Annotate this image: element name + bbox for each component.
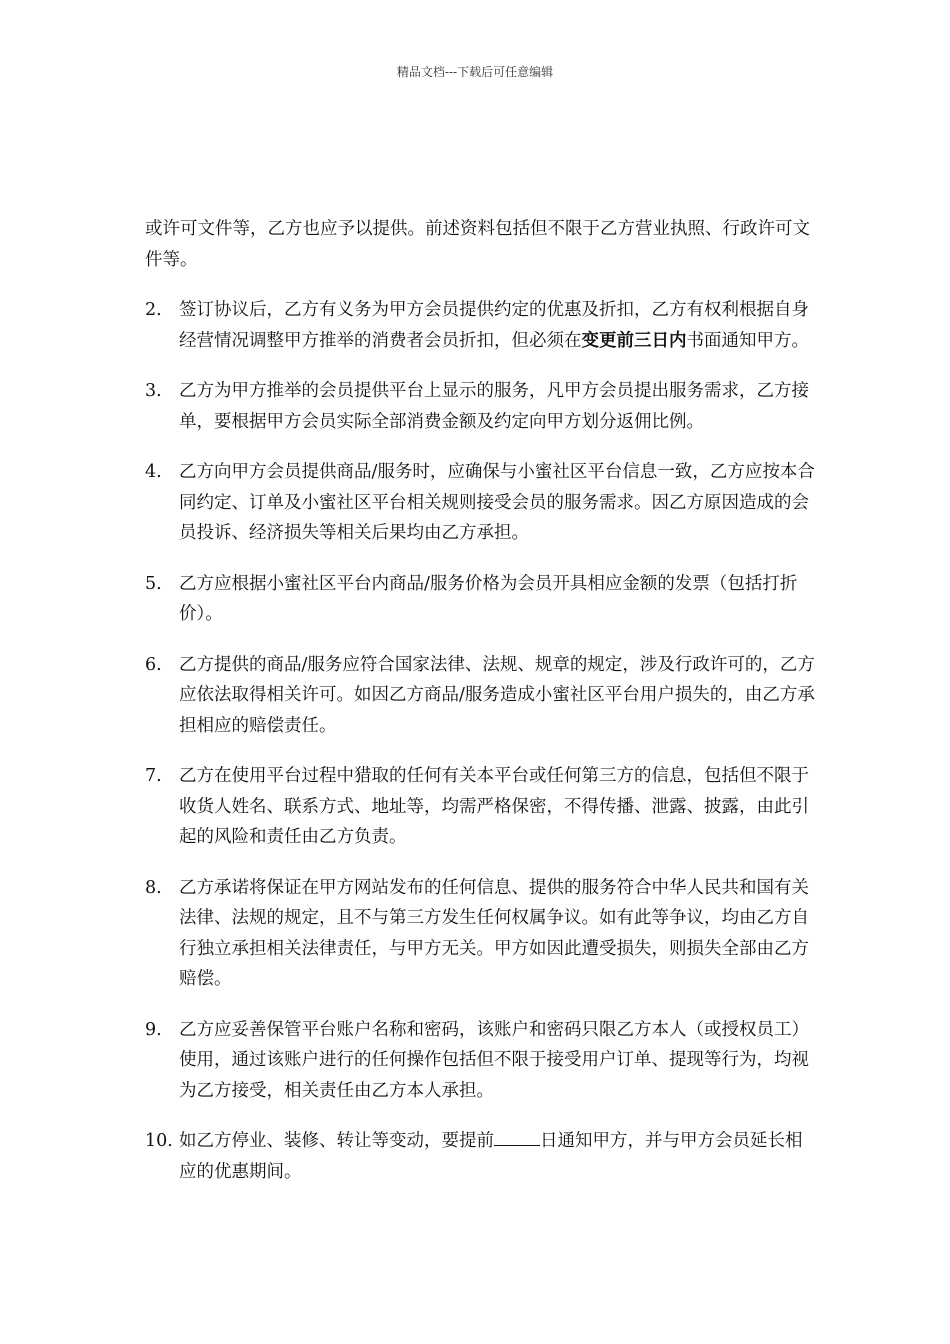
item-text: 乙方在使用平台过程中猎取的任何有关本平台或任何第三方的信息，包括但不限于收货人姓名、联系方式、地址等，均需严格保密，不得传播、泄露、披露，由此引起的风险和责任由乙方负责。 xyxy=(179,766,809,847)
document-body xyxy=(145,214,817,1207)
intro-paragraph: 或许可文件等，乙方也应予以提供。前述资料包括但不限于乙方营业执照、行政许可文件等。 xyxy=(145,219,810,270)
item-text-before: 签订协议后，乙方有义务为甲方会员提供约定的优惠及折扣，乙方有权利根据自身经营情况调整甲方推举的消费者会员折扣，但必须在 xyxy=(179,300,809,351)
item-number: 10. xyxy=(145,1131,173,1151)
item-text: 乙方应根据小蜜社区平台内商品/服务价格为会员开具相应金额的发票（包括打折价）。 xyxy=(179,573,798,624)
list-item-8 xyxy=(145,873,817,995)
list-item-7 xyxy=(145,761,817,853)
item-text: 乙方承诺将保证在甲方网站发布的任何信息、提供的服务符合中华人民共和国有关法律、法规的规定，且不与第三方发生任何权属争议。如有此等争议，均由乙方自行独立承担相关法律责任，与甲方无关。甲方如因此遭受损失，则损失全部由乙方赔偿。 xyxy=(179,877,809,989)
item-text-after: 日通知甲方，并与甲方会员延长相应的优惠期间。 xyxy=(179,1131,803,1182)
item-number: 8. xyxy=(145,877,162,898)
item-number: 6. xyxy=(145,654,162,675)
item-number: 9. xyxy=(145,1019,162,1040)
item-text: 乙方提供的商品/服务应符合国家法律、法规、规章的规定，涉及行政许可的，乙方应依法取得相关许可。如因乙方商品/服务造成小蜜社区平台用户损失的，由乙方承担相应的赔偿责任。 xyxy=(179,654,815,736)
item-number: 2. xyxy=(145,300,162,320)
item-text-before: 如乙方停业、装修、转让等变动，要提前 xyxy=(179,1131,494,1151)
item-number: 3. xyxy=(145,381,162,401)
list-item-10 xyxy=(145,1126,817,1187)
item-text: 乙方应妥善保管平台账户名称和密码，该账户和密码只限乙方本人（或授权员工）使用，通过该账户进行的任何操作包括但不限于接受用户订单、提现等行为，均视为乙方接受，相关责任由乙方本人承担。 xyxy=(179,1019,809,1101)
list-item-6 xyxy=(145,650,817,742)
item-text-bold: 变更前三日内 xyxy=(581,330,687,351)
page-header: 精品文档---下载后可任意编辑 xyxy=(396,65,554,79)
list-item-9 xyxy=(145,1015,817,1107)
list-item-5 xyxy=(145,569,817,630)
list-item-4 xyxy=(145,457,817,549)
item-number: 5. xyxy=(145,573,162,594)
fill-in-blank[interactable] xyxy=(494,1126,540,1146)
item-text: 乙方向甲方会员提供商品/服务时，应确保与小蜜社区平台信息一致，乙方应按本合同约定、订单及小蜜社区平台相关规则接受会员的服务需求。因乙方原因造成的会员投诉、经济损失等相关后果均由乙方承担。 xyxy=(179,462,815,543)
item-text: 乙方为甲方推举的会员提供平台上显示的服务，凡甲方会员提出服务需求，乙方接单，要根据甲方会员实际全部消费金额及约定向甲方划分返佣比例。 xyxy=(179,381,809,432)
item-number: 7. xyxy=(145,766,162,786)
list-item-2 xyxy=(145,295,817,356)
item-number: 4. xyxy=(145,462,162,482)
item-text-after: 书面通知甲方。 xyxy=(686,330,809,351)
list-item-3 xyxy=(145,376,817,437)
